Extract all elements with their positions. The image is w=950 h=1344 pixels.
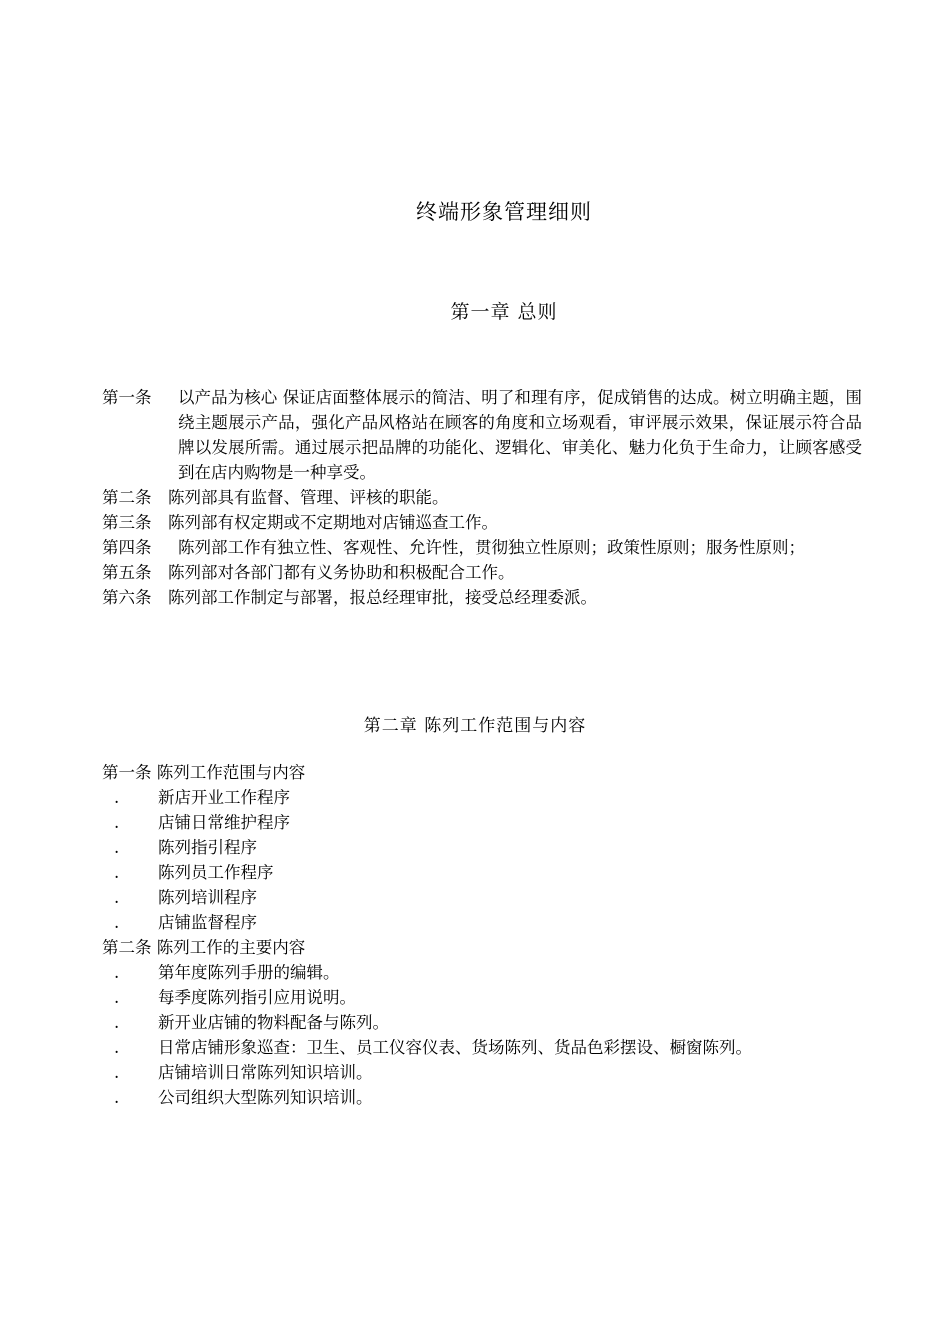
list-item-text: 公司组织大型陈列知识培训。 (158, 1088, 373, 1107)
list-item-text: 第年度陈列手册的编辑。 (158, 963, 340, 982)
section-heading: 第一条 陈列工作范围与内容 (102, 763, 306, 782)
list-item (102, 1060, 862, 1085)
list-item-text: 陈列指引程序 (158, 838, 257, 857)
list-item (102, 835, 862, 860)
list-item (102, 785, 862, 810)
list-item-text: 每季度陈列指引应用说明。 (158, 988, 356, 1007)
list-item (102, 860, 862, 885)
bullet-dot: . (114, 988, 120, 1007)
article-label: 第一条 (102, 388, 152, 407)
bullet-dot: . (114, 813, 120, 832)
article-3 (102, 510, 862, 535)
bullet-dot: . (114, 788, 120, 807)
article-4 (102, 535, 862, 560)
bullet-dot: . (114, 888, 120, 907)
bullet-dot: . (114, 1088, 120, 1107)
list-item (102, 1010, 862, 1035)
article-6 (102, 585, 862, 610)
list-item (102, 885, 862, 910)
article-label: 第五条 (102, 563, 152, 582)
bullet-dot: . (114, 1063, 120, 1082)
bullet-dot: . (114, 1013, 120, 1032)
article-text: 陈列部工作有独立性、客观性、允许性，贯彻独立性原则；政策性原则；服务性原则； (178, 538, 805, 557)
chapter-2-sections (102, 760, 862, 1110)
article-text: 陈列部有权定期或不定期地对店铺巡查工作。 (168, 513, 498, 532)
section-heading: 第二条 陈列工作的主要内容 (102, 938, 306, 957)
list-item-text: 陈列员工作程序 (158, 863, 274, 882)
list-item-text: 日常店铺形象巡查：卫生、员工仪容仪表、货场陈列、货品色彩摆设、橱窗陈列。 (158, 1038, 752, 1057)
chapter-1-title: 第一章 总则 (450, 301, 558, 323)
chapter-1-articles (102, 385, 862, 610)
list-item (102, 985, 862, 1010)
article-label: 第三条 (102, 513, 152, 532)
bullet-dot: . (114, 838, 120, 857)
list-item (102, 810, 862, 835)
bullet-dot: . (114, 863, 120, 882)
article-label: 第六条 (102, 588, 152, 607)
article-text: 陈列部工作制定与部署，报总经理审批，接受总经理委派。 (168, 588, 597, 607)
document-title: 终端形象管理细则 (416, 200, 592, 224)
list-item (102, 1085, 862, 1110)
list-item (102, 910, 862, 935)
list-item-text: 店铺日常维护程序 (158, 813, 290, 832)
article-2 (102, 485, 862, 510)
list-item-text: 新开业店铺的物料配备与陈列。 (158, 1013, 389, 1032)
article-text: 陈列部对各部门都有义务协助和积极配合工作。 (168, 563, 515, 582)
article-5 (102, 560, 862, 585)
list-item (102, 1035, 862, 1060)
article-1 (102, 385, 862, 485)
bullet-dot: . (114, 913, 120, 932)
list-item (102, 960, 862, 985)
bullet-dot: . (114, 1038, 120, 1057)
article-label: 第四条 (102, 538, 152, 557)
chapter-2-title: 第二章 陈列工作范围与内容 (363, 716, 587, 736)
list-item-text: 陈列培训程序 (158, 888, 257, 907)
list-item-text: 店铺培训日常陈列知识培训。 (158, 1063, 373, 1082)
article-text: 以产品为核心 保证店面整体展示的简洁、明了和理有序，促成销售的达成。树立明确主题，围绕主题展示产品，强化产品风格站在顾客的角度和立场观看，审评展示效果，保证展示符合品牌以发展所需。通过展示把品牌的功能化、逻辑化、审美化、魅力化负于生命力，让顾客感受到在店内购物是一种享受。 (178, 388, 862, 482)
article-label: 第二条 (102, 488, 152, 507)
article-text: 陈列部具有监督、管理、评核的职能。 (168, 488, 449, 507)
list-item-text: 店铺监督程序 (158, 913, 257, 932)
bullet-dot: . (114, 963, 120, 982)
list-item-text: 新店开业工作程序 (158, 788, 290, 807)
